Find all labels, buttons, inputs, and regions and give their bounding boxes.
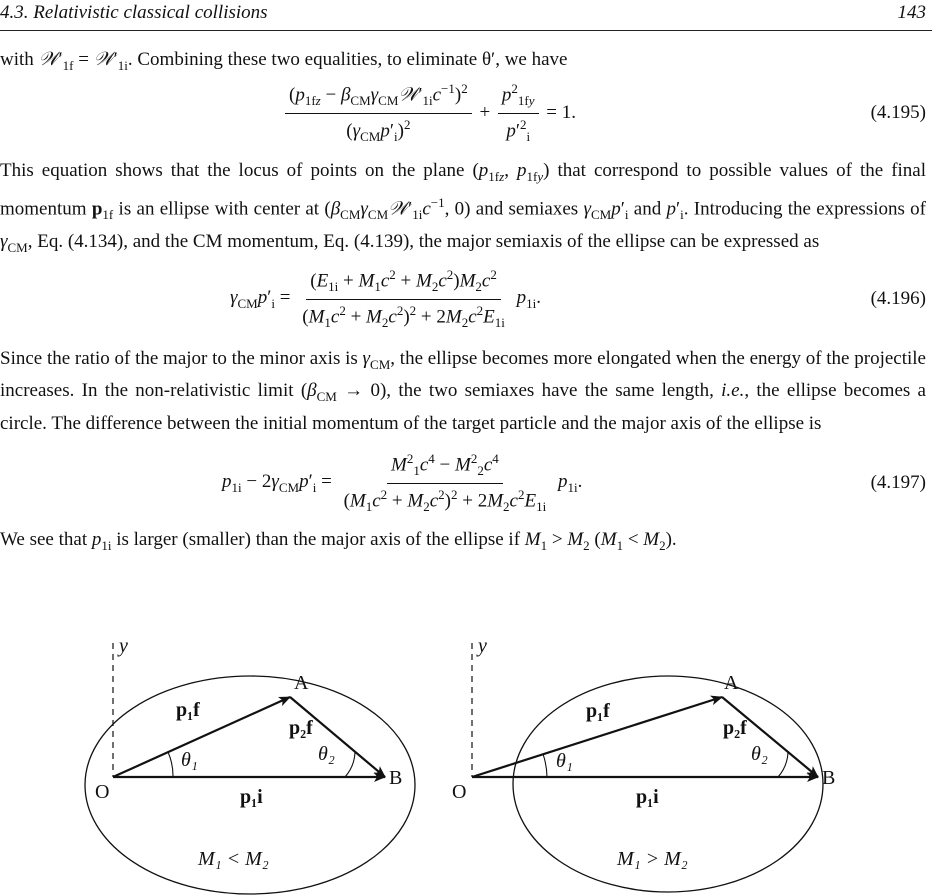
label-p1i-left: p₁i (240, 786, 263, 808)
label-a-right: A (724, 672, 739, 694)
eq2-fraction: $\frac{(E_{1i} + M_1c^2 + M_2c^2)M_2c^2}{(M_1c^2 + M_2c^2)^2 + 2M_2c^2E_{1i}}$ (302, 267, 505, 330)
section-title: 4.3. Relativistic classical collisions (0, 2, 268, 23)
eq1-fraction-2: $\frac{p^2_{1fy}}{p'^2_i}$ (498, 81, 539, 144)
figure-momentum-ellipses (0, 605, 932, 896)
angle-theta2-left (345, 751, 355, 777)
label-a-left: A (294, 672, 309, 694)
label-p1f-right: p₁f (586, 700, 610, 722)
label-theta1-left: θ₁ (181, 749, 198, 771)
equation-4-195: $\frac{(p_{1fz} - \beta_{CM}\gamma_{CM}𝒲'_{1i}c^{-1})^2}{(\gamma_{CM}p'_i)^2}$ + $\frac{p^2_{1fy}}{p'^2_i}$ = 1. (4.195) (0, 82, 932, 144)
paragraph-3: Since the ratio of the major to the minor axis is $\gamma_{CM}$, the ellipse becomes more elongated when the energy of the projectile increases. In the non-relativistic limit $(\beta_{CM} \to 0)$, the two semiaxes have the same length, i.e., the ellipse becomes a circle. The difference between the initial momentum of the target particle and the major axis of the ellipse is (0, 348, 926, 434)
diagram-right (452, 635, 835, 892)
eq3-fraction: $\frac{M^2_1c^4 - M^2_2c^4}{(M_1c^2 + M_2c^2)^2 + 2M_2c^2E_{1i}}$ (343, 451, 547, 514)
vector-p1f-left (113, 697, 290, 777)
label-condition-right: M₁ > M₂ (617, 848, 688, 870)
label-p2f-left: p₂f (289, 717, 313, 739)
label-y-right: y (478, 635, 487, 657)
diagram-left (85, 635, 415, 894)
page-number: 143 (897, 2, 926, 23)
equation-4-197: $p_{1i} - 2\gamma_{CM}p'_i$ = $\frac{M^2_1c^4 - M^2_2c^4}{(M_1c^2 + M_2c^2)^2 + 2M_2c^2E_{1i}}$ $p_{1i}$. (4.197) (222, 451, 926, 514)
equation-number: (4.195) (870, 102, 926, 123)
angle-theta1-right (543, 754, 547, 777)
label-b-left: B (389, 767, 403, 789)
equation-number: (4.197) (870, 472, 926, 493)
figure-svg (0, 605, 932, 896)
label-theta2-left: θ₂ (318, 743, 335, 765)
equation-4-196: $\gamma_{CM}p'_i$ = $\frac{(E_{1i} + M_1c^2 + M_2c^2)M_2c^2}{(M_1c^2 + M_2c^2)^2 + 2M_2c^2E_{1i}}$ $p_{1i}$. (4.196) (230, 267, 926, 330)
paragraph-1: with $𝒲'_{1f}$ = $𝒲'_{1i}$. Combining these two equalities, to eliminate θ′, we have (0, 49, 568, 73)
label-y-left: y (119, 635, 128, 657)
paragraph-4: We see that $p_{1i}$ is larger (smaller) than the major axis of the ellipse if $M_1 > M_2$ $(M_1 < M_2)$. (0, 529, 677, 553)
eq1-fraction-1: $\frac{(p_{1fz} - \beta_{CM}\gamma_{CM}𝒲'_{1i}c^{-1})^2}{(\gamma_{CM}p'_i)^2}$ (285, 81, 472, 144)
angle-theta1-left (168, 752, 173, 777)
label-condition-left: M₁ < M₂ (198, 848, 269, 870)
label-p1i-right: p₁i (636, 786, 659, 808)
label-theta2-right: θ₂ (751, 743, 768, 765)
label-o-right: O (452, 781, 467, 803)
label-p1f-left: p₁f (176, 699, 200, 721)
label-theta1-right: θ₁ (556, 750, 573, 772)
angle-theta2-right (778, 751, 788, 777)
label-o-left: O (95, 781, 110, 803)
label-p2f-right: p₂f (723, 717, 747, 739)
running-header (0, 0, 932, 31)
label-b-right: B (822, 767, 836, 789)
equation-number: (4.196) (870, 288, 926, 309)
paragraph-2: This equation shows that the locus of points on the plane ($p_{1fz}$, $p_{1fy}$) that correspond to possible values of the final momentum $p_{1f}$ is an ellipse with center at ($\beta_{CM}\gamma_{CM}𝒲'_{1i}c^{-1}$, 0) and semiaxes $\gamma_{CM}p'_i$ and $p'_i$. Introducing the expressions of $\gamma_{CM}$, Eq. (4.134), and the CM momentum, Eq. (4.139), the major semiaxis of the ellipse can be expressed as (0, 160, 927, 255)
